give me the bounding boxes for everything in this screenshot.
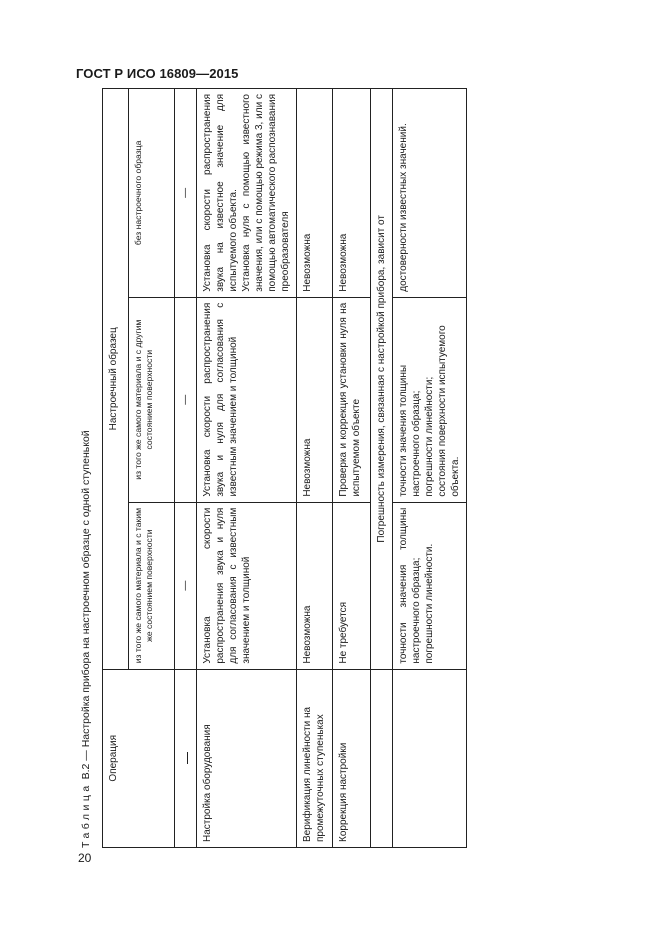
dash-cell: — (175, 89, 197, 298)
dash-line (187, 752, 188, 764)
subheader-same-surface: из того же самого материала и с таким же состоянием поверхности (129, 502, 175, 669)
table-caption (80, 430, 92, 848)
row-correction-operation: Коррекция настройки (333, 669, 371, 847)
rotated-table-block (80, 88, 460, 848)
dash-cell: — (175, 502, 197, 669)
dash-cell (175, 669, 197, 847)
settings-table (102, 88, 467, 848)
error-same-line: погрешности линейности. (424, 543, 435, 664)
caption-text: В.2 — Настройка прибора на настроечном образце с одной ступенькой (80, 430, 92, 780)
error-none: достоверности известных значений. (393, 89, 467, 298)
header-ref-sample: Настроечный образец (103, 89, 129, 670)
row-correction-same: Не требуется (333, 502, 371, 669)
row-correction-other: Проверка и коррекция установки нуля на испытуемом объекте (333, 297, 371, 502)
row-setup-other: Установка скорости распространения звука и нуля для согласования с известным значением и толщиной (197, 297, 297, 502)
subheader-no-sample: без настроечного образца (129, 89, 175, 298)
error-same-line: точности значения толщины настроечного образца; (398, 507, 422, 664)
dash-cell: — (175, 297, 197, 502)
empty-cell (371, 669, 393, 847)
error-other (393, 297, 467, 502)
empty-cell (393, 669, 467, 847)
row-setup-none (197, 89, 297, 298)
row-setup-none-line: Установка скорости распространения звука на известное значение для испытуемого объекта. (202, 94, 239, 292)
row-linearity-operation: Верификация линейности на промежуточных ступеньках (297, 669, 333, 847)
caption-prefix: Таблица (80, 782, 92, 848)
error-same (393, 502, 467, 669)
error-other-line: погрешности линейности; (424, 376, 435, 497)
header-operation: Операция (103, 669, 175, 847)
subheader-other-surface: из того же самого материала и с другим состоянием поверхности (129, 297, 175, 502)
row-linearity-none: Невозможна (297, 89, 333, 298)
row-linearity-other: Невозможна (297, 297, 333, 502)
row-setup-same: Установка скорости распространения звука и нуля для согласования с известным значением и толщиной (197, 502, 297, 669)
row-linearity-same: Невозможна (297, 502, 333, 669)
document-header: ГОСТ Р ИСО 16809—2015 (76, 66, 239, 81)
error-other-line: точности значения толщины настроечного образца; (398, 364, 422, 497)
error-other-line: состояния поверхности испытуемого объекта. (437, 325, 461, 497)
page-number: 20 (78, 851, 92, 865)
error-header: Погрешность измерения, связанная с настройкой прибора, зависит от (371, 89, 393, 670)
row-correction-none: Невозможна (333, 89, 371, 298)
row-setup-none-line: Установка нуля с помощью известного значения, или с помощью режима 3, или с помощью автоматического распознавания преобразователя (241, 94, 291, 292)
row-setup-operation: Настройка оборудования (197, 669, 297, 847)
